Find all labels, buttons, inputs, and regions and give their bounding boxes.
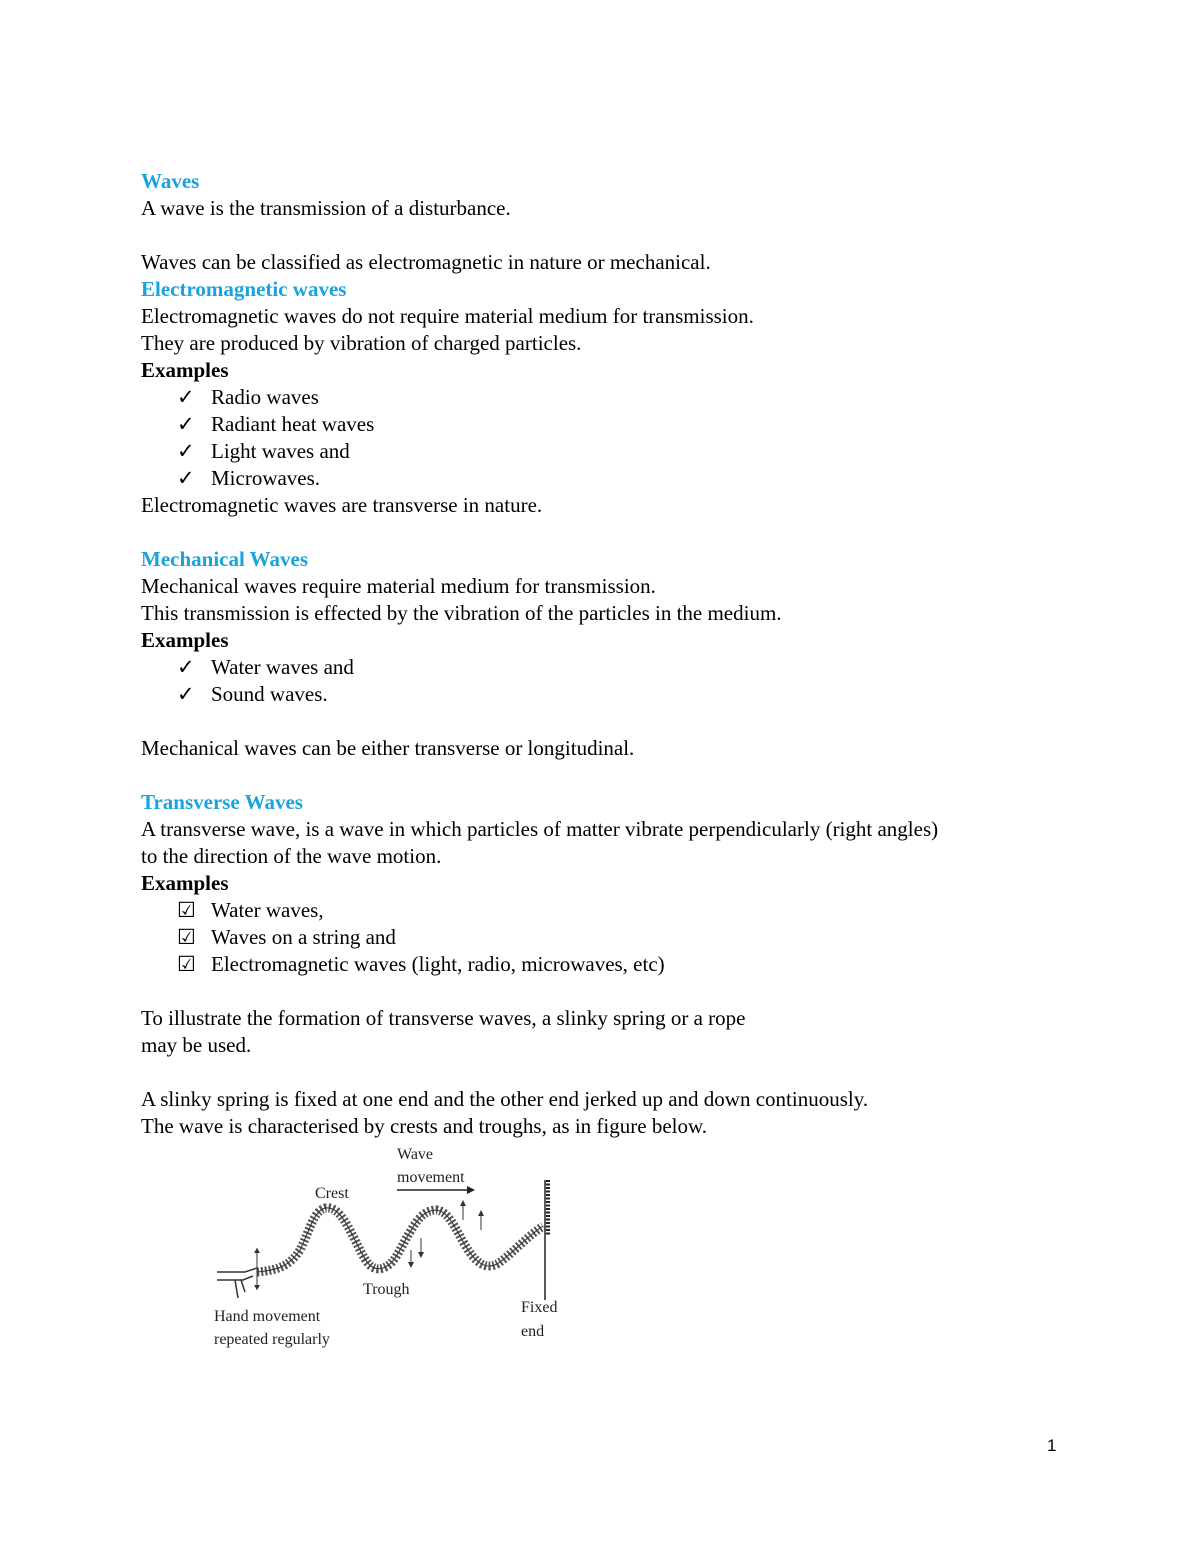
label-repeated-regularly: repeated regularly [214, 1331, 330, 1348]
heading-waves: Waves [141, 169, 200, 193]
list-item: ✓ Light waves and [177, 439, 350, 463]
paragraph: may be used. [141, 1033, 252, 1057]
label-wave: Wave [397, 1146, 434, 1163]
list-item: ✓ Water waves and [177, 655, 354, 679]
check-mark-icon: ✓ [177, 682, 195, 706]
paragraph: To illustrate the formation of transverse waves, a slinky spring or a rope [141, 1006, 746, 1030]
paragraph: A wave is the transmission of a disturbance. [141, 196, 511, 220]
checked-box-icon: ☑ [177, 952, 196, 976]
list-item: ✓ Sound waves. [177, 682, 328, 706]
label-hand-movement: Hand movement [214, 1308, 321, 1325]
examples-label: Examples [141, 358, 229, 382]
heading-electromagnetic-waves: Electromagnetic waves [141, 277, 347, 301]
hand-icon [217, 1268, 257, 1298]
label-crest: Crest [315, 1185, 349, 1202]
list-item: ✓ Radio waves [177, 385, 319, 409]
paragraph: A slinky spring is fixed at one end and the other end jerked up and down continuously. [141, 1087, 869, 1111]
label-fixed: Fixed [521, 1299, 558, 1316]
slinky-wave-figure [205, 1140, 585, 1355]
paragraph: A transverse wave, is a wave in which particles of matter vibrate perpendicularly (right angles) [141, 817, 939, 841]
label-end: end [521, 1323, 545, 1340]
paragraph: They are produced by vibration of charged particles. [141, 331, 582, 355]
paragraph: This transmission is effected by the vibration of the particles in the medium. [141, 601, 782, 625]
label-trough: Trough [363, 1281, 410, 1298]
paragraph: Electromagnetic waves do not require material medium for transmission. [141, 304, 754, 328]
list-item: ✓ Radiant heat waves [177, 412, 375, 436]
check-mark-icon: ✓ [177, 412, 195, 436]
examples-label: Examples [141, 871, 229, 895]
paragraph: Electromagnetic waves are transverse in nature. [141, 493, 543, 517]
label-movement: movement [397, 1169, 465, 1186]
list-item: ☑ Electromagnetic waves (light, radio, microwaves, etc) [177, 952, 665, 976]
list-item: ☑ Water waves, [177, 898, 324, 922]
list-item: ☑ Waves on a string and [177, 925, 396, 949]
paragraph: to the direction of the wave motion. [141, 844, 442, 868]
paragraph: Mechanical waves require material medium for transmission. [141, 574, 656, 598]
examples-label: Examples [141, 628, 229, 652]
check-mark-icon: ✓ [177, 466, 195, 490]
page-number: 1 [1047, 1436, 1057, 1455]
list-item: ✓ Microwaves. [177, 466, 321, 490]
paragraph: The wave is characterised by crests and troughs, as in figure below. [141, 1114, 708, 1138]
check-mark-icon: ✓ [177, 439, 195, 463]
checked-box-icon: ☑ [177, 898, 196, 922]
checked-box-icon: ☑ [177, 925, 196, 949]
check-mark-icon: ✓ [177, 385, 195, 409]
paragraph: Mechanical waves can be either transverse or longitudinal. [141, 736, 635, 760]
paragraph: Waves can be classified as electromagnetic in nature or mechanical. [141, 250, 711, 274]
heading-mechanical-waves: Mechanical Waves [141, 547, 309, 571]
document-page [141, 168, 1061, 1140]
check-mark-icon: ✓ [177, 655, 195, 679]
heading-transverse-waves: Transverse Waves [141, 790, 303, 814]
